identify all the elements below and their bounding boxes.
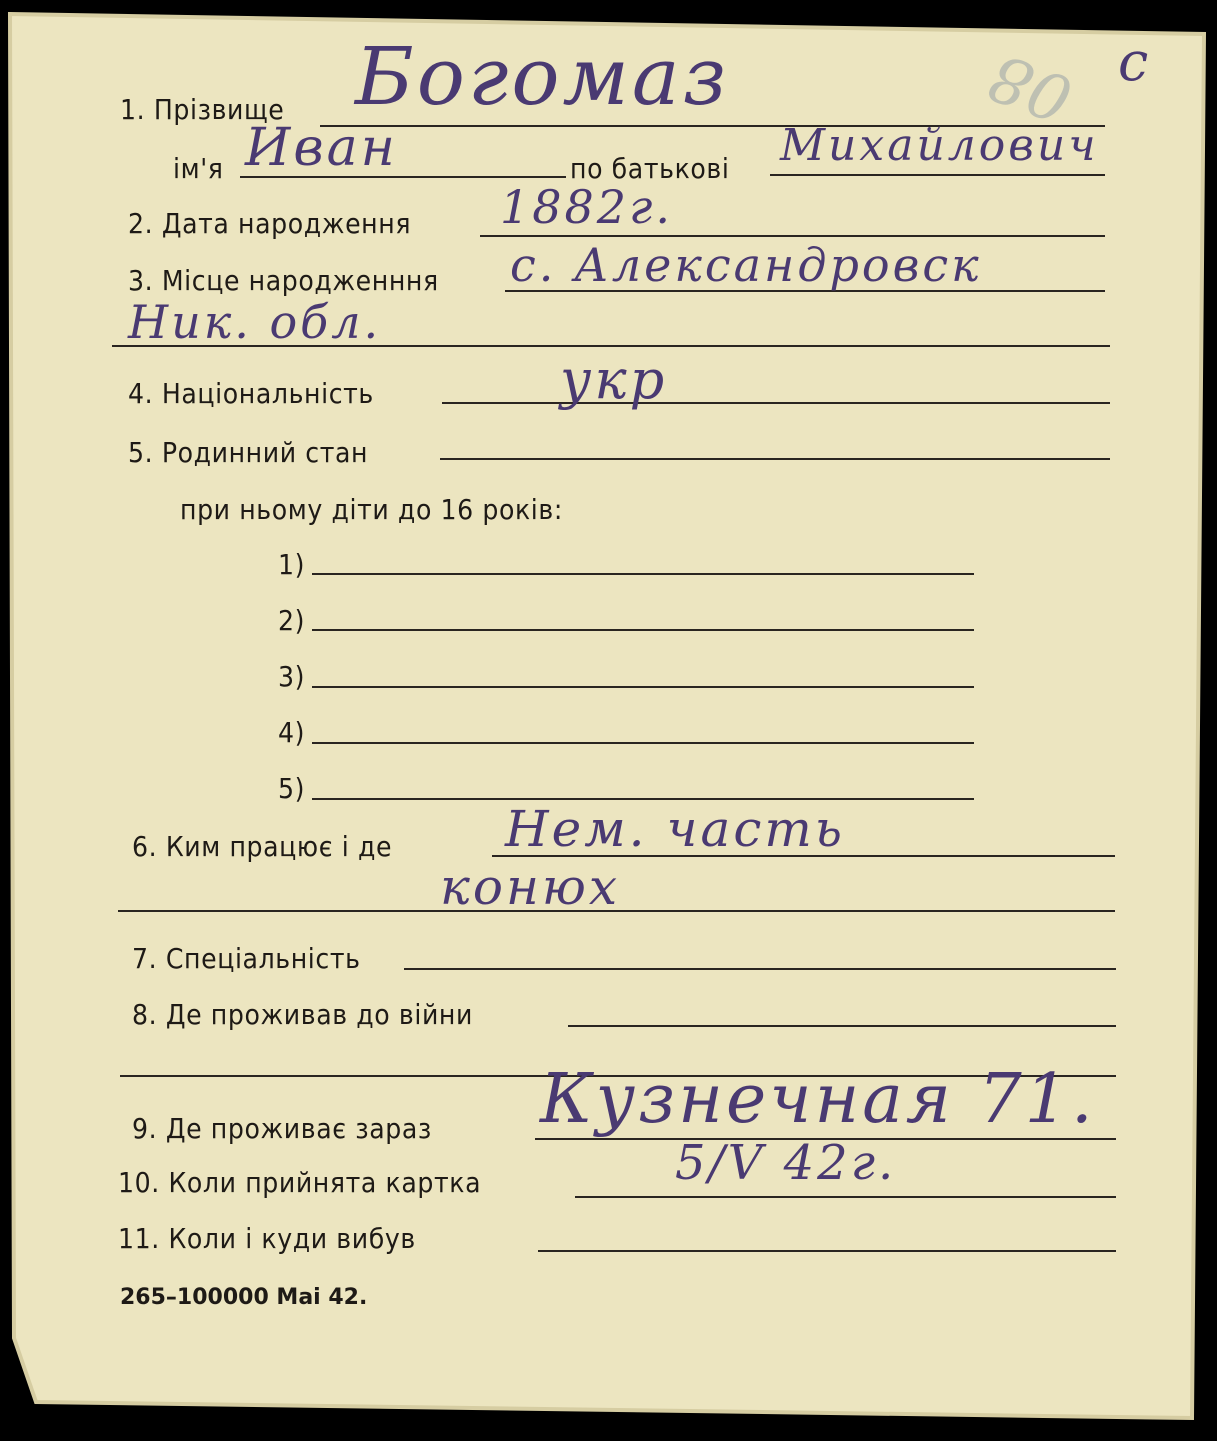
corner-mark: с: [1118, 30, 1152, 93]
surname-label: 1. Прізвище: [120, 93, 285, 126]
child-4-label: 4): [278, 716, 306, 749]
departure-line: [538, 1250, 1116, 1252]
work-label: 6. Ким працює і де: [132, 830, 393, 863]
prewar-residence-line: [568, 1025, 1116, 1027]
patronymic-line: [770, 174, 1105, 176]
card-date-line: [575, 1196, 1116, 1198]
patronymic-label: по батькові: [570, 152, 730, 185]
nationality-value: укр: [560, 348, 668, 411]
name-value: Иван: [245, 118, 398, 178]
departure-label: 11. Коли і куди вибув: [118, 1222, 416, 1255]
nationality-label: 4. Національність: [128, 377, 374, 410]
current-residence-label: 9. Де проживає зараз: [132, 1112, 432, 1145]
birth-date-value: 1882г.: [500, 180, 673, 234]
child-1-label: 1): [278, 548, 306, 581]
child-4-line: [312, 742, 974, 744]
pencil-archive-number: 08: [979, 38, 1082, 136]
family-status-label: 5. Родинний стан: [128, 436, 369, 469]
specialty-label: 7. Спеціальність: [132, 942, 361, 975]
work-value-1: Нем. часть: [505, 800, 845, 858]
print-run-footer: 265–100000 Mai 42.: [120, 1285, 368, 1310]
surname-value: Богомаз: [355, 30, 730, 123]
specialty-line: [404, 968, 1116, 970]
name-label: ім'я: [173, 152, 224, 185]
birthplace-label: 3. Місце народженння: [128, 264, 439, 297]
child-5-label: 5): [278, 772, 306, 805]
child-3-label: 3): [278, 660, 306, 693]
card-date-label: 10. Коли прийнята картка: [118, 1166, 482, 1199]
birthplace-value-1: с. Александровск: [510, 238, 982, 292]
child-3-line: [312, 686, 974, 688]
birth-date-line: [480, 235, 1105, 237]
family-status-line: [440, 458, 1110, 460]
current-residence-value: Кузнечная 71.: [540, 1060, 1096, 1139]
patronymic-value: Михайлович: [780, 120, 1099, 171]
work-value-2: конюх: [440, 858, 621, 916]
child-1-line: [312, 573, 974, 575]
children-label: при ньому діти до 16 років:: [180, 493, 563, 526]
birthplace-value-2: Ник. обл.: [128, 295, 382, 349]
birth-date-label: 2. Дата народження: [128, 207, 412, 240]
nationality-line: [442, 402, 1110, 404]
child-2-label: 2): [278, 604, 306, 637]
card-date-value: 5/V 42г.: [675, 1135, 897, 1191]
prewar-residence-label: 8. Де проживав до війни: [132, 998, 473, 1031]
child-2-line: [312, 629, 974, 631]
